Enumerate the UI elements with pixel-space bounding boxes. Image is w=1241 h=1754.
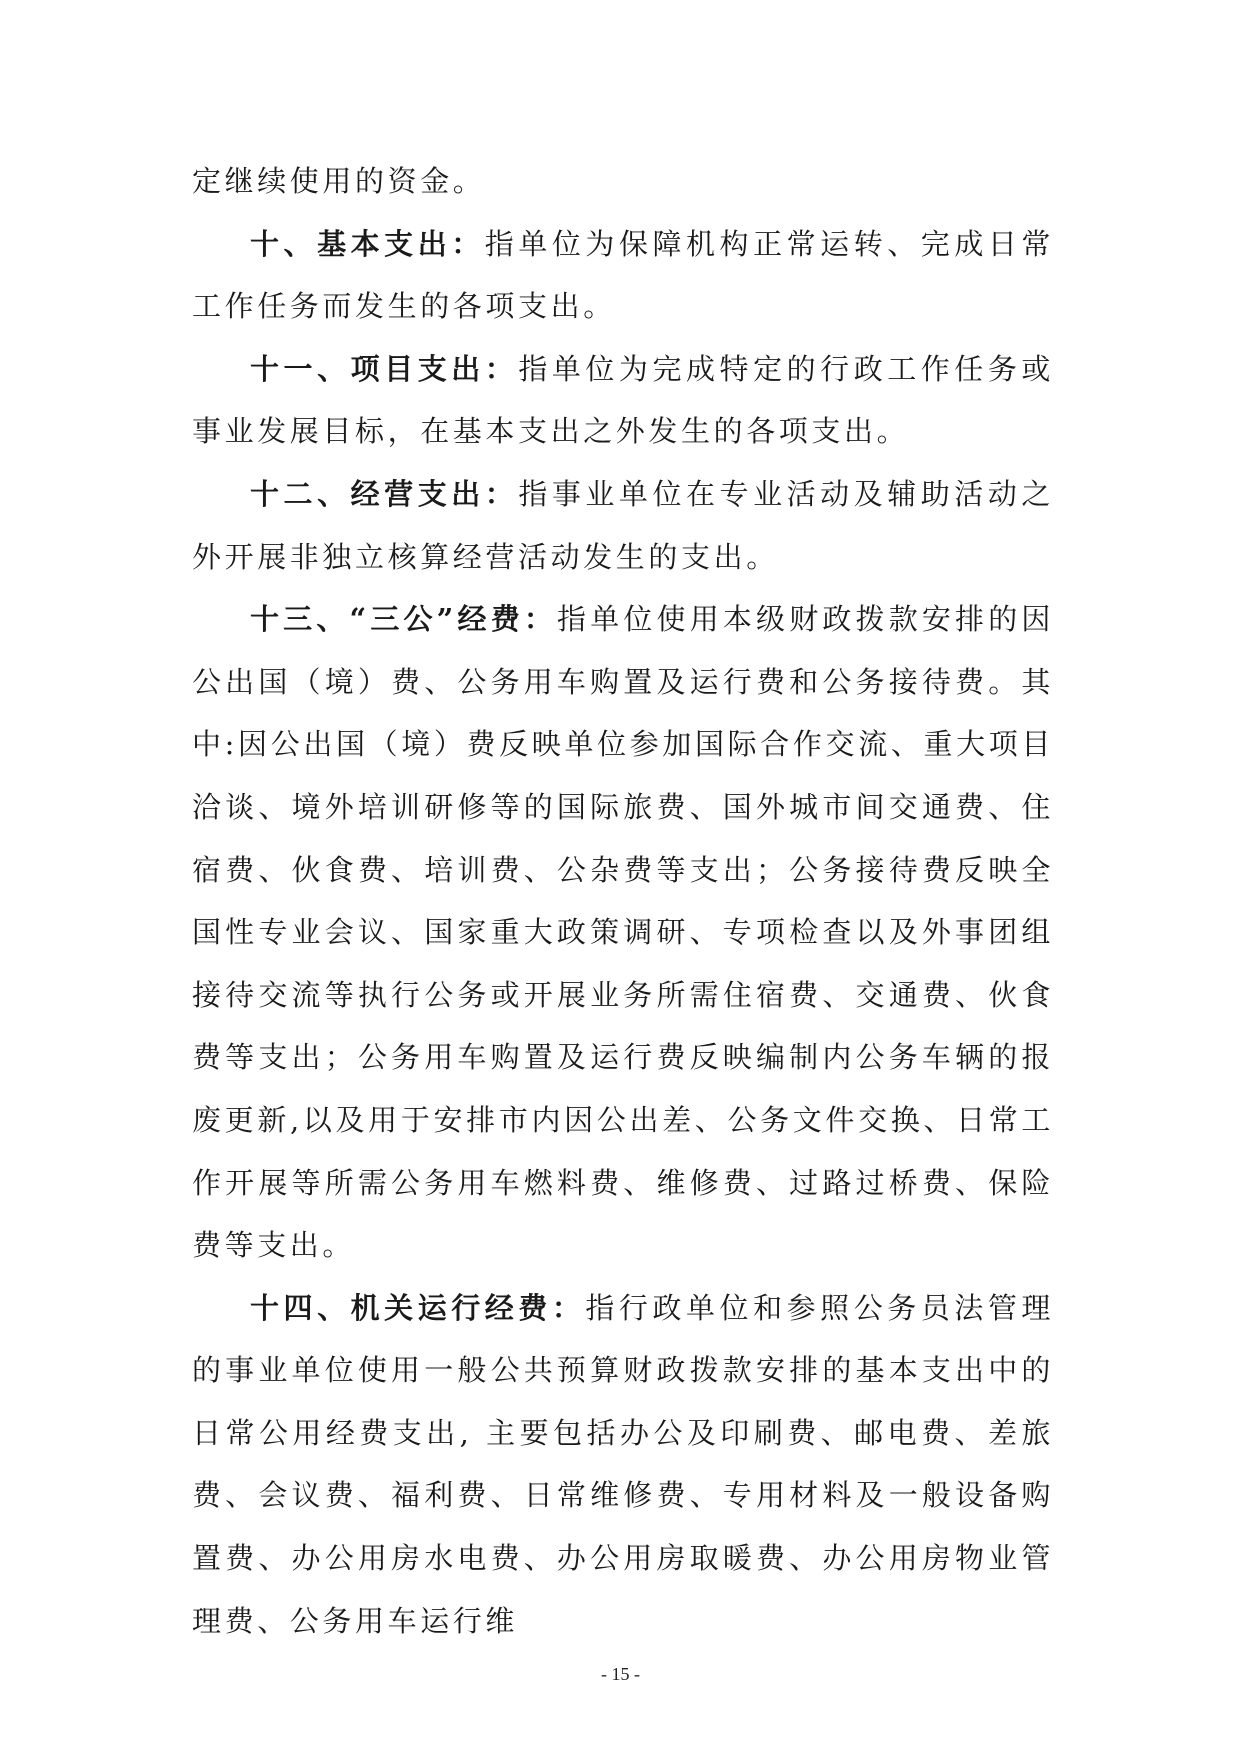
paragraph-body: 指单位为保障机构正常运转、完成日常工作任务而发生的各项支出。 — [192, 226, 1055, 324]
term-heading: 十三、“三公”经费： — [250, 602, 558, 637]
paragraph-body: 指事业单位在专业活动及辅助活动之外开展非独立核算经营活动发生的支出。 — [192, 476, 1054, 574]
body-text — [192, 150, 1054, 1652]
paragraph-body: 定继续使用的资金。 — [192, 164, 486, 198]
term-heading: 十、基本支出： — [250, 226, 485, 261]
paragraph-three-public-expenses — [192, 588, 1054, 1277]
page-number: - 15 - — [601, 1664, 640, 1684]
paragraph-basic-expenditure — [192, 213, 1054, 338]
paragraph-body: 指单位使用本级财政拨款安排的因公出国（境）费、公务用车购置及运行费和公务接待费。其中:因公出国（境）费反映单位参加国际合作交流、重大项目洽谈、境外培训研修等的国际旅费、国外城市间交通费、住宿费、伙食费、培训费、公杂费等支出；公务接待费反映全国性专业会议、国家重大政策调研、专项检查以及外事团组接待交流等执行公务或开展业务所需住宿费、交通费、伙食费等支出；公务用车购置及运行费反映编制内公务车辆的报废更新,以及用于安排市内因公出差、公务文件交换、日常工作开展等所需公务用车燃料费、维修费、过路过桥费、保险费等支出。 — [192, 602, 1054, 1263]
term-heading: 十二、经营支出： — [250, 476, 519, 511]
paragraph-continuation — [192, 150, 1054, 213]
paragraph-body: 指行政单位和参照公务员法管理的事业单位使用一般公共预算财政拨款安排的基本支出中的日常公用经费支出, 主要包括办公及印刷费、邮电费、差旅费、会议费、福利费、日常维修费、专用材料及一般设备购置费、办公用房水电费、办公用房取暖费、办公用房物业管理费、公务用车运行维 — [192, 1290, 1054, 1638]
paragraph-operating-expenditure — [192, 463, 1054, 588]
term-heading: 十一、项目支出： — [250, 351, 519, 386]
paragraph-body: 指单位为完成特定的行政工作任务或事业发展目标，在基本支出之外发生的各项支出。 — [192, 351, 1054, 449]
term-heading: 十四、机关运行经费： — [250, 1290, 586, 1325]
paragraph-agency-operating-funds — [192, 1277, 1054, 1653]
paragraph-project-expenditure — [192, 338, 1054, 463]
